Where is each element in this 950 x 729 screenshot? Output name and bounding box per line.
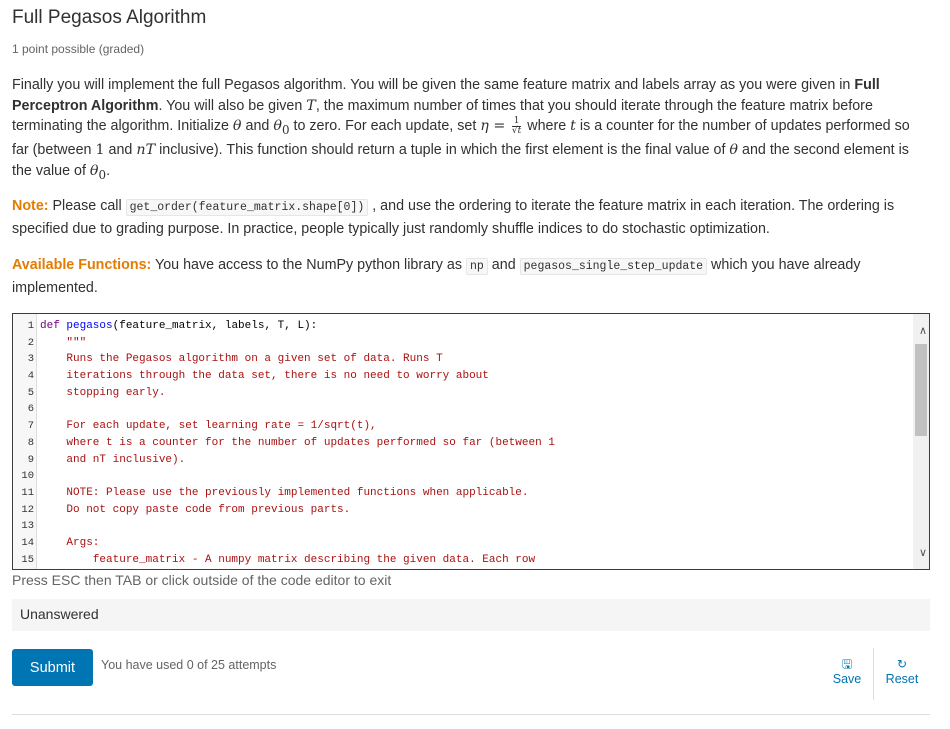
- code-text: [37, 518, 40, 535]
- code-line[interactable]: [13, 401, 913, 418]
- problem-title: Full Pegasos Algorithm: [12, 7, 207, 28]
- editor-scrollbar[interactable]: [913, 314, 929, 569]
- code-line[interactable]: [13, 535, 913, 552]
- code-line[interactable]: [13, 351, 913, 368]
- code-text: Runs the Pegasos algorithm on a given set of data. Runs T: [40, 353, 443, 366]
- floppy-icon: 🖫: [841, 657, 853, 671]
- line-number: 9: [27, 453, 34, 466]
- attempts-counter: You have used 0 of 25 attempts: [101, 658, 277, 672]
- available-functions-paragraph: Available Functions: You have access to the NumPy python library as np and pegasos_single_step_update which you have already implemented.: [12, 257, 861, 296]
- code-line[interactable]: [13, 502, 913, 519]
- code-line[interactable]: [13, 435, 913, 452]
- scrollbar-thumb[interactable]: [915, 344, 927, 436]
- code-text: [37, 468, 40, 485]
- code-text: Do not copy paste code from previous parts.: [40, 503, 351, 516]
- code-line[interactable]: [13, 485, 913, 502]
- code-line[interactable]: [13, 385, 913, 402]
- line-number: 1: [27, 320, 34, 332]
- code-line[interactable]: [13, 335, 913, 352]
- description-paragraph: Finally you will implement the full Pegasos algorithm. You will be given the same feature matrix and labels array as you were given in Full Perceptron Algorithm. You will also be given T, the maximum number of times that you should iterate through the feature matrix before terminating the algorithm. Initialize θ and $\theta_0$ to zero. For each update, set η = $\frac{1}{√t}$ where t is a counter for the number of updates performed so far (between 1 and nT inclusive). This function should return a tuple in which the first element is the final value of θ and the second element is the value of $\theta_0$.: [12, 77, 910, 182]
- bottom-divider: [12, 714, 930, 715]
- reset-button[interactable]: ↻ Reset: [885, 657, 919, 686]
- line-number: 10: [21, 470, 34, 483]
- note-paragraph: Note: Please call get_order(feature_matrix.shape[0]) , and use the ordering to iterate the feature matrix in each iteration. The ordering is specified due to grading purpose. In practice, people typically just randomly shuffle indices to do stochastic optimization.: [12, 198, 895, 237]
- refresh-icon: ↻: [896, 657, 908, 671]
- save-button[interactable]: 🖫 Save: [832, 657, 862, 686]
- code-text: iterations through the data set, there is no need to worry about: [40, 370, 489, 383]
- code-text: For each update, set learning rate = 1/sqrt(t),: [40, 420, 377, 433]
- code-line[interactable]: [13, 318, 913, 335]
- line-number: 5: [27, 386, 34, 399]
- line-number: 12: [21, 503, 34, 516]
- line-number: 6: [27, 403, 34, 416]
- code-text: stopping early.: [40, 386, 166, 399]
- code-text: where t is a counter for the number of updates performed so far (between 1: [40, 436, 555, 449]
- line-number: 2: [27, 336, 34, 349]
- code-line[interactable]: [13, 552, 913, 569]
- code-text: feature_matrix - A numpy matrix describing the given data. Each row: [40, 553, 536, 566]
- line-number: 7: [27, 420, 34, 433]
- code-text: def pegasos(feature_matrix, labels, T, L):: [40, 320, 318, 332]
- code-editor[interactable]: [12, 313, 930, 570]
- line-number: 15: [21, 553, 34, 566]
- divider: [873, 648, 874, 700]
- scroll-up-icon[interactable]: ∧: [918, 325, 927, 337]
- fraction: $\frac{1}{√t}$: [511, 115, 522, 136]
- code-line[interactable]: [13, 452, 913, 469]
- line-number: 14: [21, 536, 34, 549]
- editor-exit-hint: Press ESC then TAB or click outside of the code editor to exit: [12, 572, 392, 588]
- code-line[interactable]: [13, 468, 913, 485]
- code-line[interactable]: [13, 368, 913, 385]
- points-label: 1 point possible (graded): [12, 42, 145, 56]
- line-number: 8: [27, 436, 34, 449]
- scroll-down-icon[interactable]: ∨: [918, 547, 927, 559]
- code-text: and nT inclusive).: [40, 453, 186, 466]
- code-text: Args:: [40, 536, 100, 549]
- code-line[interactable]: [13, 418, 913, 435]
- code-text: NOTE: Please use the previously implemented functions when applicable.: [40, 486, 529, 499]
- line-number: 4: [27, 370, 34, 383]
- code-text: """: [40, 336, 87, 349]
- submit-button[interactable]: Submit: [12, 649, 93, 686]
- code-text: [37, 401, 40, 418]
- line-number: 11: [21, 486, 34, 499]
- code-line[interactable]: [13, 518, 913, 535]
- answer-status: Unanswered: [12, 599, 930, 631]
- line-number: 13: [21, 520, 34, 533]
- line-number: 3: [27, 353, 34, 366]
